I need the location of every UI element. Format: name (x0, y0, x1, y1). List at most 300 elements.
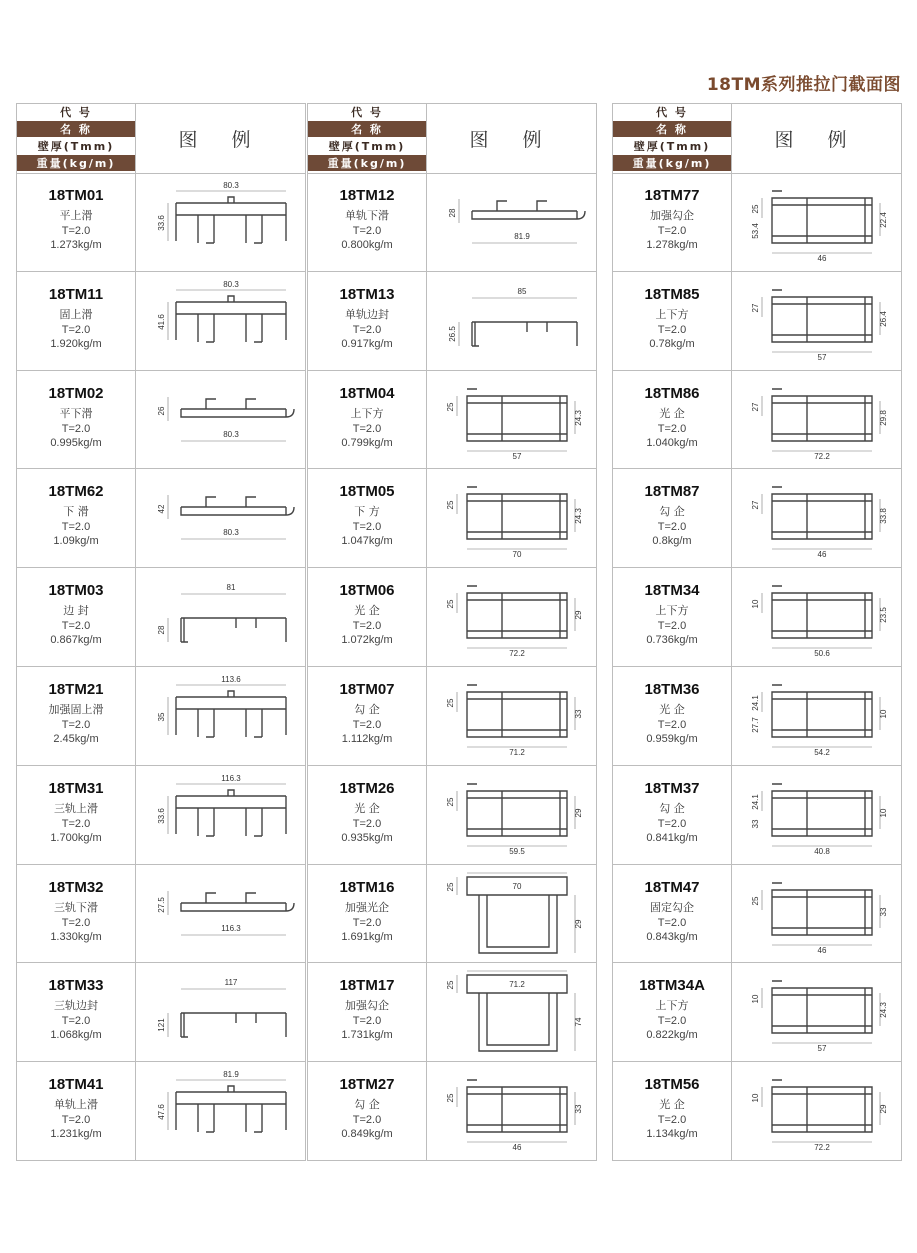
profile-drawing (732, 469, 903, 567)
profile-code: 18TM01 (48, 187, 104, 204)
dimension-label: 33.6 (157, 808, 166, 824)
profile-section-diagram (731, 469, 903, 567)
dimension-label: 25 (446, 698, 455, 708)
profile-section-diagram (135, 963, 307, 1061)
profile-section-diagram (731, 766, 903, 864)
dimension-label: 22.4 (879, 212, 888, 228)
profile-wall: T=2.0 (352, 323, 382, 336)
profile-weight: 0.78kg/m (649, 337, 695, 350)
profile-wall: T=2.0 (61, 817, 91, 830)
profile-info (17, 272, 135, 370)
profile-weight: 1.231kg/m (50, 1128, 102, 1141)
profile-wall: T=2.0 (657, 225, 687, 237)
dimension-label: 116.3 (221, 923, 241, 933)
profile-row (308, 1062, 596, 1161)
dimension-label: 27 (751, 303, 760, 313)
profile-code: 18TM12 (339, 187, 395, 204)
dimension-label: 25 (446, 882, 455, 892)
header-legend (308, 104, 426, 173)
profile-row (17, 1062, 305, 1161)
profile-name: 加强勾企 (650, 209, 694, 222)
profile-name: 光 企 (659, 703, 685, 716)
profile-wall: T=2.0 (657, 916, 687, 929)
profile-info (613, 865, 731, 963)
column-header (308, 104, 596, 174)
header-name-label: 名 称 (308, 121, 426, 137)
dimension-label: 50.6 (814, 649, 830, 659)
profile-row (17, 766, 305, 865)
profile-weight: 1.134kg/m (646, 1128, 698, 1141)
dimension-label: 33 (574, 709, 583, 719)
profile-wall: T=2.0 (657, 1015, 687, 1028)
profile-wall: T=2.0 (61, 323, 91, 336)
dimension-label: 57 (817, 352, 827, 362)
dimension-label: 33.8 (879, 508, 888, 525)
header-legend (17, 104, 135, 173)
profile-code: 18TM33 (48, 977, 104, 995)
profile-info (613, 766, 731, 864)
profile-drawing (136, 667, 307, 765)
profile-row (613, 963, 901, 1062)
profile-drawing (427, 568, 598, 666)
dimension-label: 10 (879, 709, 888, 719)
profile-info (308, 963, 426, 1061)
profile-row (308, 371, 596, 470)
dimension-label: 57 (512, 451, 522, 461)
profile-wall: T=2.0 (61, 1015, 91, 1028)
profile-section-diagram (731, 865, 903, 963)
profile-weight: 1.330kg/m (50, 930, 102, 943)
profile-code: 18TM86 (644, 384, 700, 402)
profile-drawing (136, 371, 307, 469)
dimension-label: 23.5 (879, 607, 888, 623)
profile-name: 单轨上滑 (54, 1098, 98, 1112)
profile-row (17, 173, 305, 272)
dimension-label: 53.4 (751, 223, 760, 239)
profile-info (17, 766, 135, 864)
dimension-label: 10 (879, 808, 888, 818)
profile-wall: T=2.0 (61, 225, 91, 237)
dimension-label: 113.6 (221, 675, 241, 684)
profile-name: 光 企 (659, 406, 685, 420)
dimension-label: 80.3 (223, 181, 239, 190)
profile-code: 18TM34A (639, 977, 705, 995)
profile-drawing (427, 963, 598, 1061)
profile-name: 单轨边封 (345, 307, 389, 321)
dimension-label: 46 (512, 1143, 522, 1153)
profile-code: 18TM16 (339, 878, 395, 896)
profile-name: 平上滑 (59, 209, 93, 222)
column-panel-2 (307, 103, 597, 1161)
dimension-label: 81.9 (514, 232, 530, 241)
profile-weight: 0.843kg/m (646, 930, 698, 943)
profile-row (17, 568, 305, 667)
profile-info (17, 1062, 135, 1161)
profile-section-diagram (135, 469, 307, 567)
profile-row (308, 568, 596, 667)
profile-wall: T=2.0 (657, 422, 687, 435)
dimension-label: 26.5 (448, 326, 457, 342)
dimension-label: 70 (512, 550, 522, 560)
profile-info (17, 469, 135, 567)
header-diagram-label: 图 例 (426, 104, 598, 173)
header-weight-label: 重量(kg/m) (308, 155, 426, 171)
profile-row (17, 272, 305, 371)
profile-name: 平下滑 (59, 406, 93, 420)
profile-info (613, 173, 731, 271)
dimension-label: 29 (574, 808, 583, 818)
header-wall-label: 壁厚(Tmm) (17, 138, 135, 154)
profile-wall: T=2.0 (657, 719, 687, 731)
profile-code: 18TM02 (48, 384, 104, 402)
profile-info (17, 568, 135, 666)
profile-row (308, 865, 596, 964)
profile-row (308, 766, 596, 865)
column-panel-3 (612, 103, 902, 1161)
profile-name: 光 企 (659, 1098, 685, 1112)
profile-wall: T=2.0 (61, 521, 91, 534)
profile-code: 18TM21 (48, 681, 104, 698)
dimension-label: 47.6 (157, 1104, 166, 1120)
profile-name: 下 滑 (63, 505, 89, 519)
profile-code: 18TM37 (644, 779, 700, 797)
profile-info (613, 371, 731, 469)
profile-name: 勾 企 (354, 703, 380, 716)
profile-row (17, 469, 305, 568)
profile-name: 边 封 (63, 604, 89, 618)
dimension-label: 25 (446, 402, 455, 412)
profile-section-diagram (426, 371, 598, 469)
dimension-label: 25 (751, 896, 760, 906)
profile-info (17, 865, 135, 963)
dimension-label: 81 (226, 583, 236, 593)
profile-wall: T=2.0 (352, 620, 382, 633)
profile-info (308, 1062, 426, 1161)
profile-drawing (732, 1062, 903, 1160)
profile-wall: T=2.0 (657, 1114, 687, 1127)
profile-drawing (732, 963, 903, 1061)
profile-section-diagram (135, 568, 307, 666)
profile-info (308, 173, 426, 271)
dimension-label: 25 (446, 500, 455, 510)
dimension-label: 25 (751, 204, 760, 214)
profile-row (613, 667, 901, 766)
profile-section-diagram (135, 766, 307, 864)
profile-info (308, 469, 426, 567)
dimension-label: 28 (157, 625, 166, 635)
dimension-label: 117 (224, 978, 238, 988)
profile-name: 三轨下滑 (54, 900, 98, 914)
profile-weight: 0.8kg/m (652, 535, 692, 548)
profile-wall: T=2.0 (352, 422, 382, 435)
dimension-label: 33 (879, 907, 888, 917)
profile-name: 上下方 (655, 999, 689, 1013)
profile-name: 固上滑 (59, 307, 93, 321)
profile-section-diagram (731, 272, 903, 370)
header-diagram-label: 图 例 (731, 104, 903, 173)
profile-row (613, 1062, 901, 1161)
profile-section-diagram (426, 568, 598, 666)
dimension-label: 27.5 (157, 896, 166, 913)
profile-weight: 0.822kg/m (646, 1029, 698, 1042)
dimension-label: 25 (446, 1093, 455, 1103)
dimension-label: 26.4 (879, 311, 888, 327)
dimension-label: 41.6 (157, 314, 166, 330)
dimension-label: 25 (446, 797, 455, 807)
header-code-label: 代 号 (308, 104, 426, 120)
profile-wall: T=2.0 (352, 719, 382, 731)
profile-row (308, 173, 596, 272)
dimension-label: 72.2 (814, 1143, 830, 1153)
profile-weight: 1.040kg/m (646, 436, 698, 449)
dimension-label: 25 (446, 599, 455, 609)
profile-section-diagram (426, 667, 598, 765)
profile-code: 18TM17 (339, 977, 395, 995)
profile-weight: 1.691kg/m (341, 930, 393, 943)
profile-section-diagram (135, 272, 307, 370)
profile-drawing (136, 865, 307, 963)
profile-code: 18TM07 (339, 681, 395, 698)
profile-code: 18TM11 (48, 285, 104, 303)
dimension-label: 40.8 (814, 846, 830, 856)
profile-info (17, 963, 135, 1061)
profile-row (308, 963, 596, 1062)
profile-section-diagram (426, 963, 598, 1061)
profile-info (308, 865, 426, 963)
dimension-label: 33 (574, 1104, 583, 1114)
profile-weight: 1.068kg/m (50, 1029, 102, 1042)
header-code-label: 代 号 (613, 104, 731, 120)
profile-name: 单轨下滑 (345, 209, 389, 222)
page-title: 18TM系列推拉门截面图 (706, 75, 901, 95)
profile-code: 18TM62 (48, 483, 104, 501)
dimension-label: 29 (574, 610, 583, 620)
profile-wall: T=2.0 (352, 521, 382, 534)
profile-section-diagram (731, 1062, 903, 1161)
profile-drawing (732, 667, 903, 765)
profile-name: 勾 企 (659, 801, 685, 815)
header-name-label: 名 称 (613, 121, 731, 137)
profile-section-diagram (426, 173, 598, 271)
column-header (613, 104, 901, 174)
profile-code: 18TM85 (644, 285, 700, 303)
profile-row (17, 667, 305, 766)
profile-wall: T=2.0 (352, 1015, 382, 1028)
profile-code: 18TM06 (339, 582, 395, 600)
dimension-label: 27 (751, 500, 760, 510)
profile-drawing (427, 865, 598, 963)
profile-weight: 0.867kg/m (50, 634, 102, 647)
profile-drawing (136, 469, 307, 567)
profile-info (308, 766, 426, 864)
profile-wall: T=2.0 (657, 620, 687, 633)
profile-code: 18TM47 (644, 878, 700, 896)
header-weight-label: 重量(kg/m) (17, 155, 135, 171)
profile-code: 18TM04 (339, 384, 395, 402)
profile-row (308, 667, 596, 766)
dimension-label: 10 (751, 1093, 760, 1103)
profile-weight: 1.09kg/m (53, 535, 99, 548)
dimension-label: 29.8 (879, 409, 888, 426)
profile-section-diagram (731, 173, 903, 271)
profile-drawing (427, 272, 598, 370)
profile-wall: T=2.0 (61, 916, 91, 929)
profile-weight: 1.731kg/m (341, 1029, 393, 1042)
profile-weight: 1.920kg/m (50, 337, 102, 350)
profile-drawing (136, 272, 307, 370)
profile-name: 加强固上滑 (48, 703, 104, 716)
dimension-label: 28 (448, 208, 457, 218)
dimension-label: 72.2 (509, 649, 525, 659)
profile-info (613, 272, 731, 370)
profile-wall: T=2.0 (61, 422, 91, 435)
header-wall-label: 壁厚(Tmm) (613, 138, 731, 154)
profile-weight: 1.273kg/m (50, 239, 102, 251)
profile-name: 三轨上滑 (54, 801, 98, 815)
profile-code: 18TM26 (339, 779, 395, 797)
profile-section-diagram (135, 173, 307, 271)
header-legend (613, 104, 731, 173)
profile-section-diagram (135, 1062, 307, 1161)
profile-wall: T=2.0 (657, 817, 687, 830)
profile-info (308, 272, 426, 370)
profile-code: 18TM41 (48, 1076, 104, 1094)
profile-code: 18TM05 (339, 483, 395, 501)
profile-code: 18TM36 (644, 681, 700, 698)
dimension-label: 54.2 (814, 748, 830, 757)
profile-wall: T=2.0 (352, 916, 382, 929)
profile-info (17, 173, 135, 271)
dimension-label: 121 (157, 1018, 166, 1033)
profile-drawing (136, 1062, 307, 1160)
dimension-label: 80.3 (223, 279, 239, 289)
profile-code: 18TM03 (48, 582, 104, 600)
column-header (17, 104, 305, 174)
profile-drawing (427, 667, 598, 765)
profile-weight: 2.45kg/m (53, 733, 99, 745)
profile-wall: T=2.0 (61, 620, 91, 633)
dimension-label: 24.3 (574, 508, 583, 525)
profile-drawing (136, 173, 307, 271)
dimension-label: 35 (157, 712, 166, 722)
dimension-label: 24.3 (879, 1002, 888, 1019)
profile-wall: T=2.0 (352, 225, 382, 237)
profile-info (17, 371, 135, 469)
dimension-label: 81.9 (223, 1070, 239, 1080)
profile-info (308, 371, 426, 469)
profile-weight: 0.995kg/m (50, 436, 102, 449)
profile-weight: 0.736kg/m (646, 634, 698, 647)
profile-info (308, 568, 426, 666)
profile-drawing (427, 1062, 598, 1160)
profile-name: 勾 企 (354, 1098, 380, 1112)
profile-name: 勾 企 (659, 505, 685, 519)
profile-weight: 1.700kg/m (50, 831, 102, 844)
profile-section-diagram (426, 469, 598, 567)
profile-weight: 0.799kg/m (341, 436, 393, 449)
dimension-label: 10 (751, 994, 760, 1004)
dimension-label: 27.7 (751, 717, 760, 733)
header-weight-label: 重量(kg/m) (613, 155, 731, 171)
dimension-label: 80.3 (223, 429, 239, 439)
profile-drawing (427, 766, 598, 864)
profile-weight: 0.917kg/m (341, 337, 393, 350)
dimension-label: 33 (751, 819, 760, 829)
dimension-label: 70 (512, 881, 522, 891)
profile-section-diagram (426, 865, 598, 963)
profile-drawing (732, 766, 903, 864)
profile-code: 18TM77 (644, 187, 700, 204)
column-panel-1 (16, 103, 306, 1161)
dimension-label: 85 (517, 286, 527, 296)
profile-wall: T=2.0 (352, 817, 382, 830)
profile-row (613, 568, 901, 667)
dimension-label: 24.1 (751, 695, 760, 711)
profile-name: 光 企 (354, 604, 380, 618)
profile-info (613, 469, 731, 567)
profile-weight: 1.047kg/m (341, 535, 393, 548)
dimension-label: 59.5 (509, 846, 525, 856)
dimension-label: 71.2 (509, 980, 525, 990)
profile-row (17, 963, 305, 1062)
profile-drawing (732, 272, 903, 370)
dimension-label: 72.2 (814, 451, 830, 461)
profile-drawing (427, 371, 598, 469)
profile-code: 18TM34 (644, 582, 700, 600)
profile-drawing (732, 865, 903, 963)
dimension-label: 116.3 (221, 773, 241, 783)
dimension-label: 46 (817, 550, 827, 560)
profile-weight: 1.072kg/m (341, 634, 393, 647)
profile-drawing (427, 173, 598, 271)
profile-row (17, 371, 305, 470)
profile-row (308, 469, 596, 568)
profile-info (17, 667, 135, 765)
profile-code: 18TM31 (48, 779, 104, 797)
dimension-label: 46 (817, 254, 827, 263)
dimension-label: 57 (817, 1044, 827, 1054)
profile-row (613, 371, 901, 470)
profile-section-diagram (731, 667, 903, 765)
profile-drawing (732, 568, 903, 666)
dimension-label: 74 (574, 1017, 583, 1027)
dimension-label: 29 (574, 919, 583, 929)
dimension-label: 26 (157, 406, 166, 416)
profile-section-diagram (135, 865, 307, 963)
profile-name: 固定勾企 (650, 900, 694, 914)
profile-wall: T=2.0 (352, 1114, 382, 1127)
dimension-label: 46 (817, 945, 827, 955)
profile-row (613, 766, 901, 865)
profile-row (308, 272, 596, 371)
profile-wall: T=2.0 (657, 323, 687, 336)
profile-row (613, 865, 901, 964)
profile-section-diagram (731, 371, 903, 469)
profile-weight: 1.278kg/m (646, 239, 698, 251)
dimension-label: 42 (157, 504, 166, 514)
profile-name: 光 企 (354, 801, 380, 815)
header-diagram-label: 图 例 (135, 104, 307, 173)
dimension-label: 24.1 (751, 794, 760, 810)
profile-name: 三轨边封 (54, 999, 98, 1013)
profile-section-diagram (135, 371, 307, 469)
profile-name: 上下方 (350, 406, 384, 420)
profile-weight: 0.959kg/m (646, 733, 698, 745)
header-wall-label: 壁厚(Tmm) (308, 138, 426, 154)
profile-row (613, 173, 901, 272)
profile-row (613, 272, 901, 371)
profile-info (308, 667, 426, 765)
